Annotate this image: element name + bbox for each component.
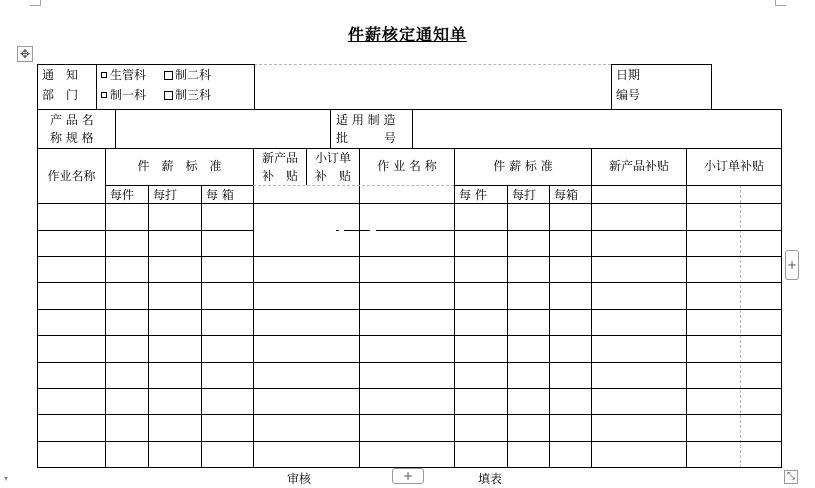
table-grid-line xyxy=(37,256,782,257)
table-grid-line xyxy=(37,148,782,149)
batch-label-line1: 适 用 制 造 xyxy=(336,113,396,127)
table-grid-line xyxy=(454,148,455,468)
table-grid-line xyxy=(686,148,687,468)
notify-label-line2: 部 门 xyxy=(42,88,79,102)
dept-option-4[interactable]: 制三科 xyxy=(164,86,211,104)
table-grid-line xyxy=(105,148,106,468)
sub-per-dozen-left: 每打 xyxy=(153,188,178,202)
product-spec-label-line1: 产 品 名 xyxy=(50,113,94,127)
table-grid-line xyxy=(37,441,782,442)
table-grid-line xyxy=(507,185,508,468)
table-grid-line xyxy=(37,282,782,283)
number-label: 编号 xyxy=(616,88,641,102)
col-small-order-left-line2: 补 贴 xyxy=(314,169,351,183)
checkbox-icon[interactable] xyxy=(101,72,107,78)
dept-option-1[interactable]: 生管科 xyxy=(101,66,146,84)
col-job-name-right: 作 业 名 称 xyxy=(377,159,437,173)
table-grid-line xyxy=(148,185,149,468)
review-label: 审核 xyxy=(287,472,312,486)
table-grid-line xyxy=(370,229,376,232)
checkbox-icon[interactable] xyxy=(164,91,173,100)
table-grid-line xyxy=(611,64,711,65)
table-grid-line xyxy=(37,64,38,468)
checkbox-icon[interactable] xyxy=(101,92,107,98)
table-grid-line xyxy=(37,414,782,415)
table-grid-line xyxy=(549,185,550,468)
col-new-product-left-line2: 补 贴 xyxy=(261,169,298,183)
product-spec-label-line2: 称 规 格 xyxy=(50,131,94,145)
page-corner-mark-left xyxy=(30,0,41,6)
add-row-icon[interactable]: + xyxy=(785,250,799,280)
checkbox-icon[interactable] xyxy=(164,71,173,80)
add-column-icon[interactable]: + xyxy=(392,468,424,484)
table-grid-line xyxy=(37,467,782,468)
table-grid-line xyxy=(740,185,741,468)
fill-label: 填表 xyxy=(478,472,503,486)
date-label: 日期 xyxy=(616,68,641,82)
col-small-order-right: 小订单补贴 xyxy=(703,159,764,173)
table-grid-line xyxy=(37,362,782,363)
table-grid-line xyxy=(254,229,336,232)
table-grid-line xyxy=(253,185,454,186)
page-title: 件薪核定通知单 xyxy=(347,25,467,44)
dept-option-3[interactable]: 制一科 xyxy=(101,86,146,104)
table-grid-line xyxy=(96,64,97,109)
col-job-name-left: 作业名称 xyxy=(47,169,96,183)
table-grid-line xyxy=(711,64,712,109)
table-grid-line xyxy=(611,64,612,109)
table-move-icon[interactable]: ✥ xyxy=(17,46,33,62)
batch-label-line2: 批 号 xyxy=(336,131,397,145)
table-grid-line xyxy=(37,64,254,65)
table-grid-line xyxy=(454,185,781,186)
notify-label-line1: 通 知 xyxy=(42,68,79,82)
table-grid-line xyxy=(37,230,782,231)
sub-per-piece-left: 每件 xyxy=(110,188,135,202)
table-grid-line xyxy=(339,229,344,232)
col-small-order-left-line1: 小订单 xyxy=(314,151,351,165)
table-resize-icon[interactable]: ⤡ xyxy=(784,470,798,484)
table-grid-line xyxy=(359,148,360,468)
sub-per-box-left: 每 箱 xyxy=(206,188,234,202)
table-grid-line xyxy=(37,388,782,389)
sub-per-piece-right: 每 件 xyxy=(459,188,487,202)
col-piece-rate-left: 件 薪 标 准 xyxy=(137,159,222,173)
batch-input[interactable] xyxy=(413,110,780,147)
sub-per-dozen-right: 每打 xyxy=(512,188,537,202)
table-grid-line xyxy=(37,309,782,310)
col-new-product-right: 新产品补贴 xyxy=(608,159,669,173)
collapse-triangle-icon: ▾ xyxy=(4,474,9,483)
col-piece-rate-right: 件 薪 标 准 xyxy=(493,159,553,173)
table-grid-line xyxy=(253,148,254,468)
table-grid-line xyxy=(591,148,592,468)
dept-option-2[interactable]: 制二科 xyxy=(164,66,211,84)
table-grid-line xyxy=(254,64,611,65)
sub-per-box-right: 每箱 xyxy=(554,188,579,202)
col-new-product-left-line1: 新产品 xyxy=(261,151,298,165)
table-grid-line xyxy=(330,109,331,148)
product-spec-input[interactable] xyxy=(116,110,329,147)
page-corner-mark-right xyxy=(775,0,786,6)
table-grid-line xyxy=(201,185,202,468)
table-grid-line xyxy=(254,64,255,109)
table-grid-line xyxy=(37,335,782,336)
table-grid-line xyxy=(37,203,782,204)
